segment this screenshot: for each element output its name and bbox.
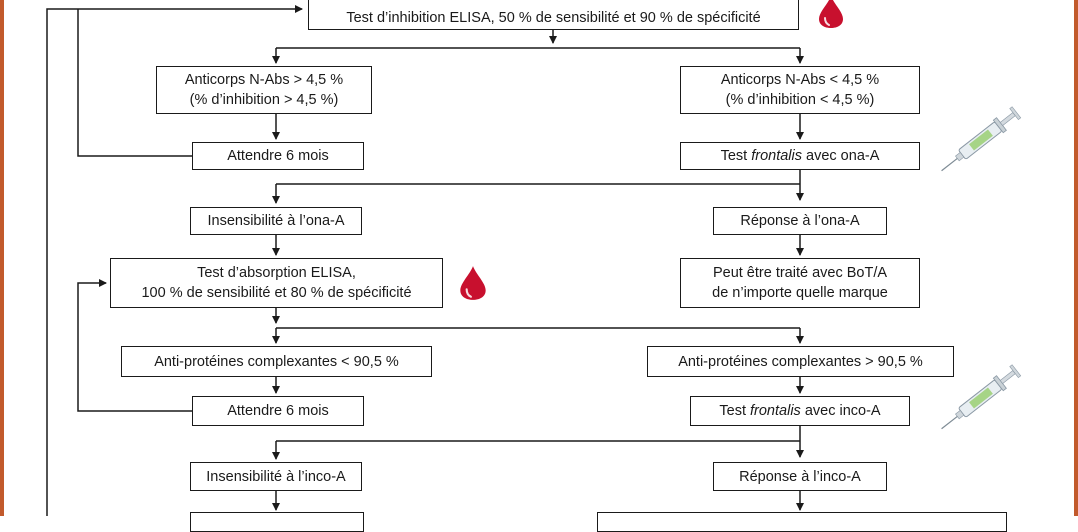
nabs-low-line2: (% d’inhibition < 4,5 %) xyxy=(725,92,875,108)
wait-6-months-box-2 xyxy=(192,396,364,426)
nabs-high-line2: (% d’inhibition > 4,5 %) xyxy=(189,92,339,108)
elisa-inhibition-label: Test d’inhibition ELISA, 50 % de sensibilité et 90 % de spécificité xyxy=(346,10,761,26)
wait-label-2: Attendre 6 mois xyxy=(227,403,329,419)
anti-proteins-low-label: Anti-protéines complexantes < 90,5 % xyxy=(154,353,399,370)
syringe-icon xyxy=(930,104,1030,180)
anti-proteins-low-box xyxy=(121,346,432,377)
anti-proteins-high-label: Anti-protéines complexantes > 90,5 % xyxy=(678,353,923,370)
insensitive-inco-box xyxy=(190,462,362,491)
treatable-line2: de n’importe quelle marque xyxy=(712,285,888,301)
nabs-high-box xyxy=(156,66,372,114)
frontalis-ona-label: Test frontalis avec ona-A xyxy=(720,148,880,164)
response-inco-label: Réponse à l’inco-A xyxy=(739,468,861,485)
frontalis-inco-box xyxy=(690,396,910,426)
response-inco-box xyxy=(713,462,887,491)
blood-drop-icon xyxy=(458,264,488,302)
wait-label-1: Attendre 6 mois xyxy=(227,148,329,164)
response-ona-label: Réponse à l’ona-A xyxy=(740,213,860,229)
elisa-absorption-box xyxy=(110,258,443,308)
insensitive-ona-label: Insensibilité à l’ona-A xyxy=(207,213,345,229)
insensitive-inco-label: Insensibilité à l’inco-A xyxy=(206,468,346,485)
frontalis-inco-label: Test frontalis avec inco-A xyxy=(719,403,881,419)
anti-proteins-high-box xyxy=(647,346,954,377)
bottom-right-box xyxy=(597,512,1007,532)
nabs-low-box xyxy=(680,66,920,114)
frontalis-ona-box xyxy=(680,142,920,170)
bottom-left-box xyxy=(190,512,364,532)
insensitive-ona-box xyxy=(190,207,362,235)
syringe-icon xyxy=(930,362,1030,438)
elisa-inhibition-box xyxy=(308,0,799,30)
wait-6-months-box-1 xyxy=(192,142,364,170)
nabs-high-line1: Anticorps N-Abs > 4,5 % xyxy=(184,72,344,88)
blood-drop-icon xyxy=(817,0,845,30)
response-ona-box xyxy=(713,207,887,235)
treatable-box xyxy=(680,258,920,308)
nabs-low-line1: Anticorps N-Abs < 4,5 % xyxy=(720,72,880,88)
elisa-absorption-line1: Test d’absorption ELISA, xyxy=(197,265,356,281)
elisa-absorption-line2: 100 % de sensibilité et 80 % de spécificité xyxy=(141,285,412,301)
treatable-line1: Peut être traité avec BoT/A xyxy=(712,265,888,281)
